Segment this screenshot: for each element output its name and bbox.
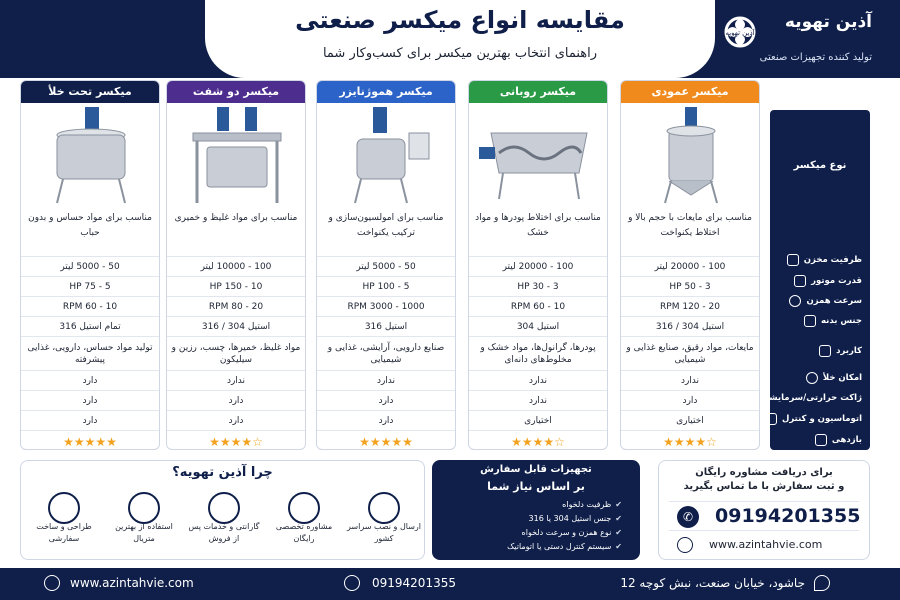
cell-material: استیل 304 (469, 317, 607, 337)
cell-speed: 20 - 120 RPM (621, 297, 759, 317)
column-header: میکسر دو شفت (167, 81, 305, 103)
phone-box[interactable] (669, 501, 859, 531)
phone-number[interactable]: 09194201355 (715, 505, 861, 527)
globe-icon (677, 537, 693, 553)
double-shaft-mixer-image (167, 103, 305, 207)
orderable-panel (432, 460, 640, 560)
orders-subtitle: بر اساس نیاز شما (487, 480, 585, 493)
cell-jacket: دارد (621, 391, 759, 411)
cell-capacity: 50 - 5000 لیتر (21, 257, 159, 277)
cell-capacity: 100 - 20000 لیتر (469, 257, 607, 277)
cell-motor: 10 - 150 HP (167, 277, 305, 297)
order-item: ✔ نوع همزن و سرعت دلخواه (522, 528, 622, 537)
vacuum-mixer-image (21, 103, 159, 207)
order-item: ✔ ظرفیت دلخواه (562, 500, 622, 509)
cell-speed: 1000 - 3000 RPM (317, 297, 455, 317)
brand-logo (705, 6, 890, 72)
cell-speed: 10 - 60 RPM (469, 297, 607, 317)
cell-capacity: 100 - 20000 لیتر (621, 257, 759, 277)
cell-application: تولید مواد حساس، دارویی، غذایی پیشرفته (21, 337, 159, 371)
label-application (819, 345, 862, 357)
order-item: ✔ جنس استیل 304 یا 316 (529, 514, 622, 523)
brand-name: آذین تهویه (784, 12, 872, 32)
cell-motor: 5 - 75 HP (21, 277, 159, 297)
cell-material: تمام استیل 316 (21, 317, 159, 337)
orders-title: تجهیزات قابل سفارش (480, 464, 592, 475)
label-efficiency (815, 434, 862, 446)
feature-consulting (265, 485, 343, 545)
cell-vacuum: ندارد (317, 371, 455, 391)
cell-speed: 10 - 60 RPM (21, 297, 159, 317)
feature-warranty (185, 485, 263, 545)
truck-icon (368, 492, 400, 524)
column-vacuum-mixer (20, 80, 160, 450)
cell-application: مواد غلیظ، خمیرها، چسب، رزین و سیلیکون (167, 337, 305, 371)
cell-material: استیل 304 / 316 (167, 317, 305, 337)
ribbon-mixer-image (469, 103, 607, 207)
label-text: کاربرد (836, 346, 862, 356)
footer-address: جاشود، خیابان صنعت، نبش کوچه 12 (620, 576, 805, 590)
globe-icon (44, 575, 60, 591)
label-speed (789, 295, 862, 307)
cell-capacity: 100 - 10000 لیتر (167, 257, 305, 277)
column-header: میکسر تحت خلأ (21, 81, 159, 103)
rating-stars: ★★★★☆ (663, 435, 717, 449)
label-text: قدرت موتور (811, 276, 862, 286)
footer-bar (0, 568, 900, 600)
shield-icon (804, 315, 816, 327)
column-description: مناسب برای مواد حساس و بدون حباب (21, 207, 159, 257)
location-pin-icon (814, 575, 830, 591)
motor-icon (794, 275, 806, 287)
column-header: میکسر عمودی (621, 81, 759, 103)
cell-motor: 3 - 30 HP (469, 277, 607, 297)
gears-icon (48, 492, 80, 524)
cell-jacket: دارد (21, 391, 159, 411)
headset-icon (288, 492, 320, 524)
contact-panel (658, 460, 870, 560)
cell-vacuum: ندارد (167, 371, 305, 391)
cell-automation: دارد (317, 411, 455, 431)
column-double-shaft-mixer (166, 80, 306, 450)
label-text: ظرفیت مخزن (803, 255, 862, 265)
label-material (804, 315, 862, 327)
label-text: ژاکت حرارتی/سرمایشی (760, 393, 862, 403)
cell-jacket: دارد (317, 391, 455, 411)
feature-text: گارانتی و خدمات پس از فروش (188, 522, 260, 543)
column-description: مناسب برای امولسیون‌سازی و ترکیب یکنواخت (317, 207, 455, 257)
cell-automation: اختیاری (621, 411, 759, 431)
logo-text: آذین تهویه (725, 29, 755, 37)
column-description: مناسب برای اختلاط پودرها و مواد خشک (469, 207, 607, 257)
rating-stars: ★★★★☆ (511, 435, 565, 449)
label-text: امکان خلأ (822, 373, 862, 383)
footer-phone[interactable]: 09194201355 (372, 576, 456, 590)
label-text: سرعت همزن (806, 296, 862, 306)
website-link[interactable]: www.azintahvie.com (709, 538, 823, 551)
cell-motor: 5 - 100 HP (317, 277, 455, 297)
page-subtitle: راهنمای انتخاب بهترین میکسر برای کسب‌وکار شما (322, 46, 598, 61)
cell-material: استیل 304 / 316 (621, 317, 759, 337)
cell-application: صنایع دارویی، آرایشی، غذایی و شیمیایی (317, 337, 455, 371)
cell-vacuum: ندارد (621, 371, 759, 391)
label-mixer-type: نوع میکسر (793, 159, 847, 171)
why-panel (20, 460, 425, 560)
brand-fan-icon (720, 12, 760, 52)
why-title: چرا آذین تهویه؟ (172, 465, 273, 480)
label-vacuum (806, 372, 862, 384)
column-header: میکسر روبانی (469, 81, 607, 103)
spec-labels-column (760, 110, 870, 450)
column-description: مناسب برای مواد غلیظ و خمیری (167, 207, 305, 257)
cell-motor: 3 - 50 HP (621, 277, 759, 297)
order-item: ✔ سیستم کنترل دستی یا اتوماتیک (507, 542, 622, 551)
rating-stars: ★★★★★ (63, 435, 117, 449)
feature-text: طراحی و ساخت سفارشی (36, 522, 92, 543)
label-text: جنس بدنه (820, 316, 862, 326)
brand-tagline: تولید کننده تجهیزات صنعتی (759, 52, 872, 63)
homogenizer-mixer-image (317, 103, 455, 207)
cell-vacuum: ندارد (469, 371, 607, 391)
cell-automation: اختیاری (469, 411, 607, 431)
column-header: میکسر هموژنایزر (317, 81, 455, 103)
feature-custom (25, 485, 103, 545)
gauge-icon (806, 372, 818, 384)
label-text: بازدهی (831, 435, 862, 445)
shield-check-icon (128, 492, 160, 524)
cell-speed: 20 - 80 RPM (167, 297, 305, 317)
speed-icon (789, 295, 801, 307)
footer-website[interactable]: www.azintahvie.com (70, 576, 194, 590)
capacity-icon (787, 254, 799, 266)
label-jacket (744, 392, 862, 404)
column-description: مناسب برای مایعات با حجم بالا و اختلاط یکنواخت (621, 207, 759, 257)
column-ribbon-mixer (468, 80, 608, 450)
cell-automation: دارد (167, 411, 305, 431)
cell-vacuum: دارد (21, 371, 159, 391)
phone-icon: ✆ (677, 506, 699, 528)
feature-shipping (345, 485, 423, 545)
cell-material: استیل 316 (317, 317, 455, 337)
feature-material (105, 485, 183, 545)
cell-jacket: ندارد (469, 391, 607, 411)
vertical-mixer-image (621, 103, 759, 207)
cell-jacket: دارد (167, 391, 305, 411)
column-vertical-mixer (620, 80, 760, 450)
cell-automation: دارد (21, 411, 159, 431)
contact-line-2: و ثبت سفارش با ما تماس بگیرید (683, 481, 845, 492)
label-text: اتوماسیون و کنترل (781, 414, 862, 424)
cell-capacity: 50 - 5000 لیتر (317, 257, 455, 277)
contact-line-1: برای دریافت مشاوره رایگان (695, 467, 833, 478)
page-title: مقایسه انواع میکسر صنعتی (295, 6, 625, 34)
factory-icon (819, 345, 831, 357)
feature-text: ارسال و نصب سراسر کشور (346, 522, 421, 543)
column-homogenizer-mixer (316, 80, 456, 450)
cell-application: پودرها، گرانول‌ها، مواد خشک و مخلوط‌های دانه‌ای (469, 337, 607, 371)
chart-icon (815, 434, 827, 446)
cell-application: مایعات، مواد رقیق، صنایع غذایی و شیمیایی (621, 337, 759, 371)
feature-text: مشاوره تخصصی رایگان (275, 522, 333, 543)
handshake-icon (208, 492, 240, 524)
rating-stars: ★★★★★ (359, 435, 413, 449)
label-automation (765, 413, 862, 425)
label-capacity (787, 254, 862, 266)
phone-icon (344, 575, 360, 591)
label-motor (794, 275, 862, 287)
feature-text: استفاده از بهترین متریال (115, 522, 173, 543)
rating-stars: ★★★★☆ (209, 435, 263, 449)
control-panel-icon (765, 413, 777, 425)
